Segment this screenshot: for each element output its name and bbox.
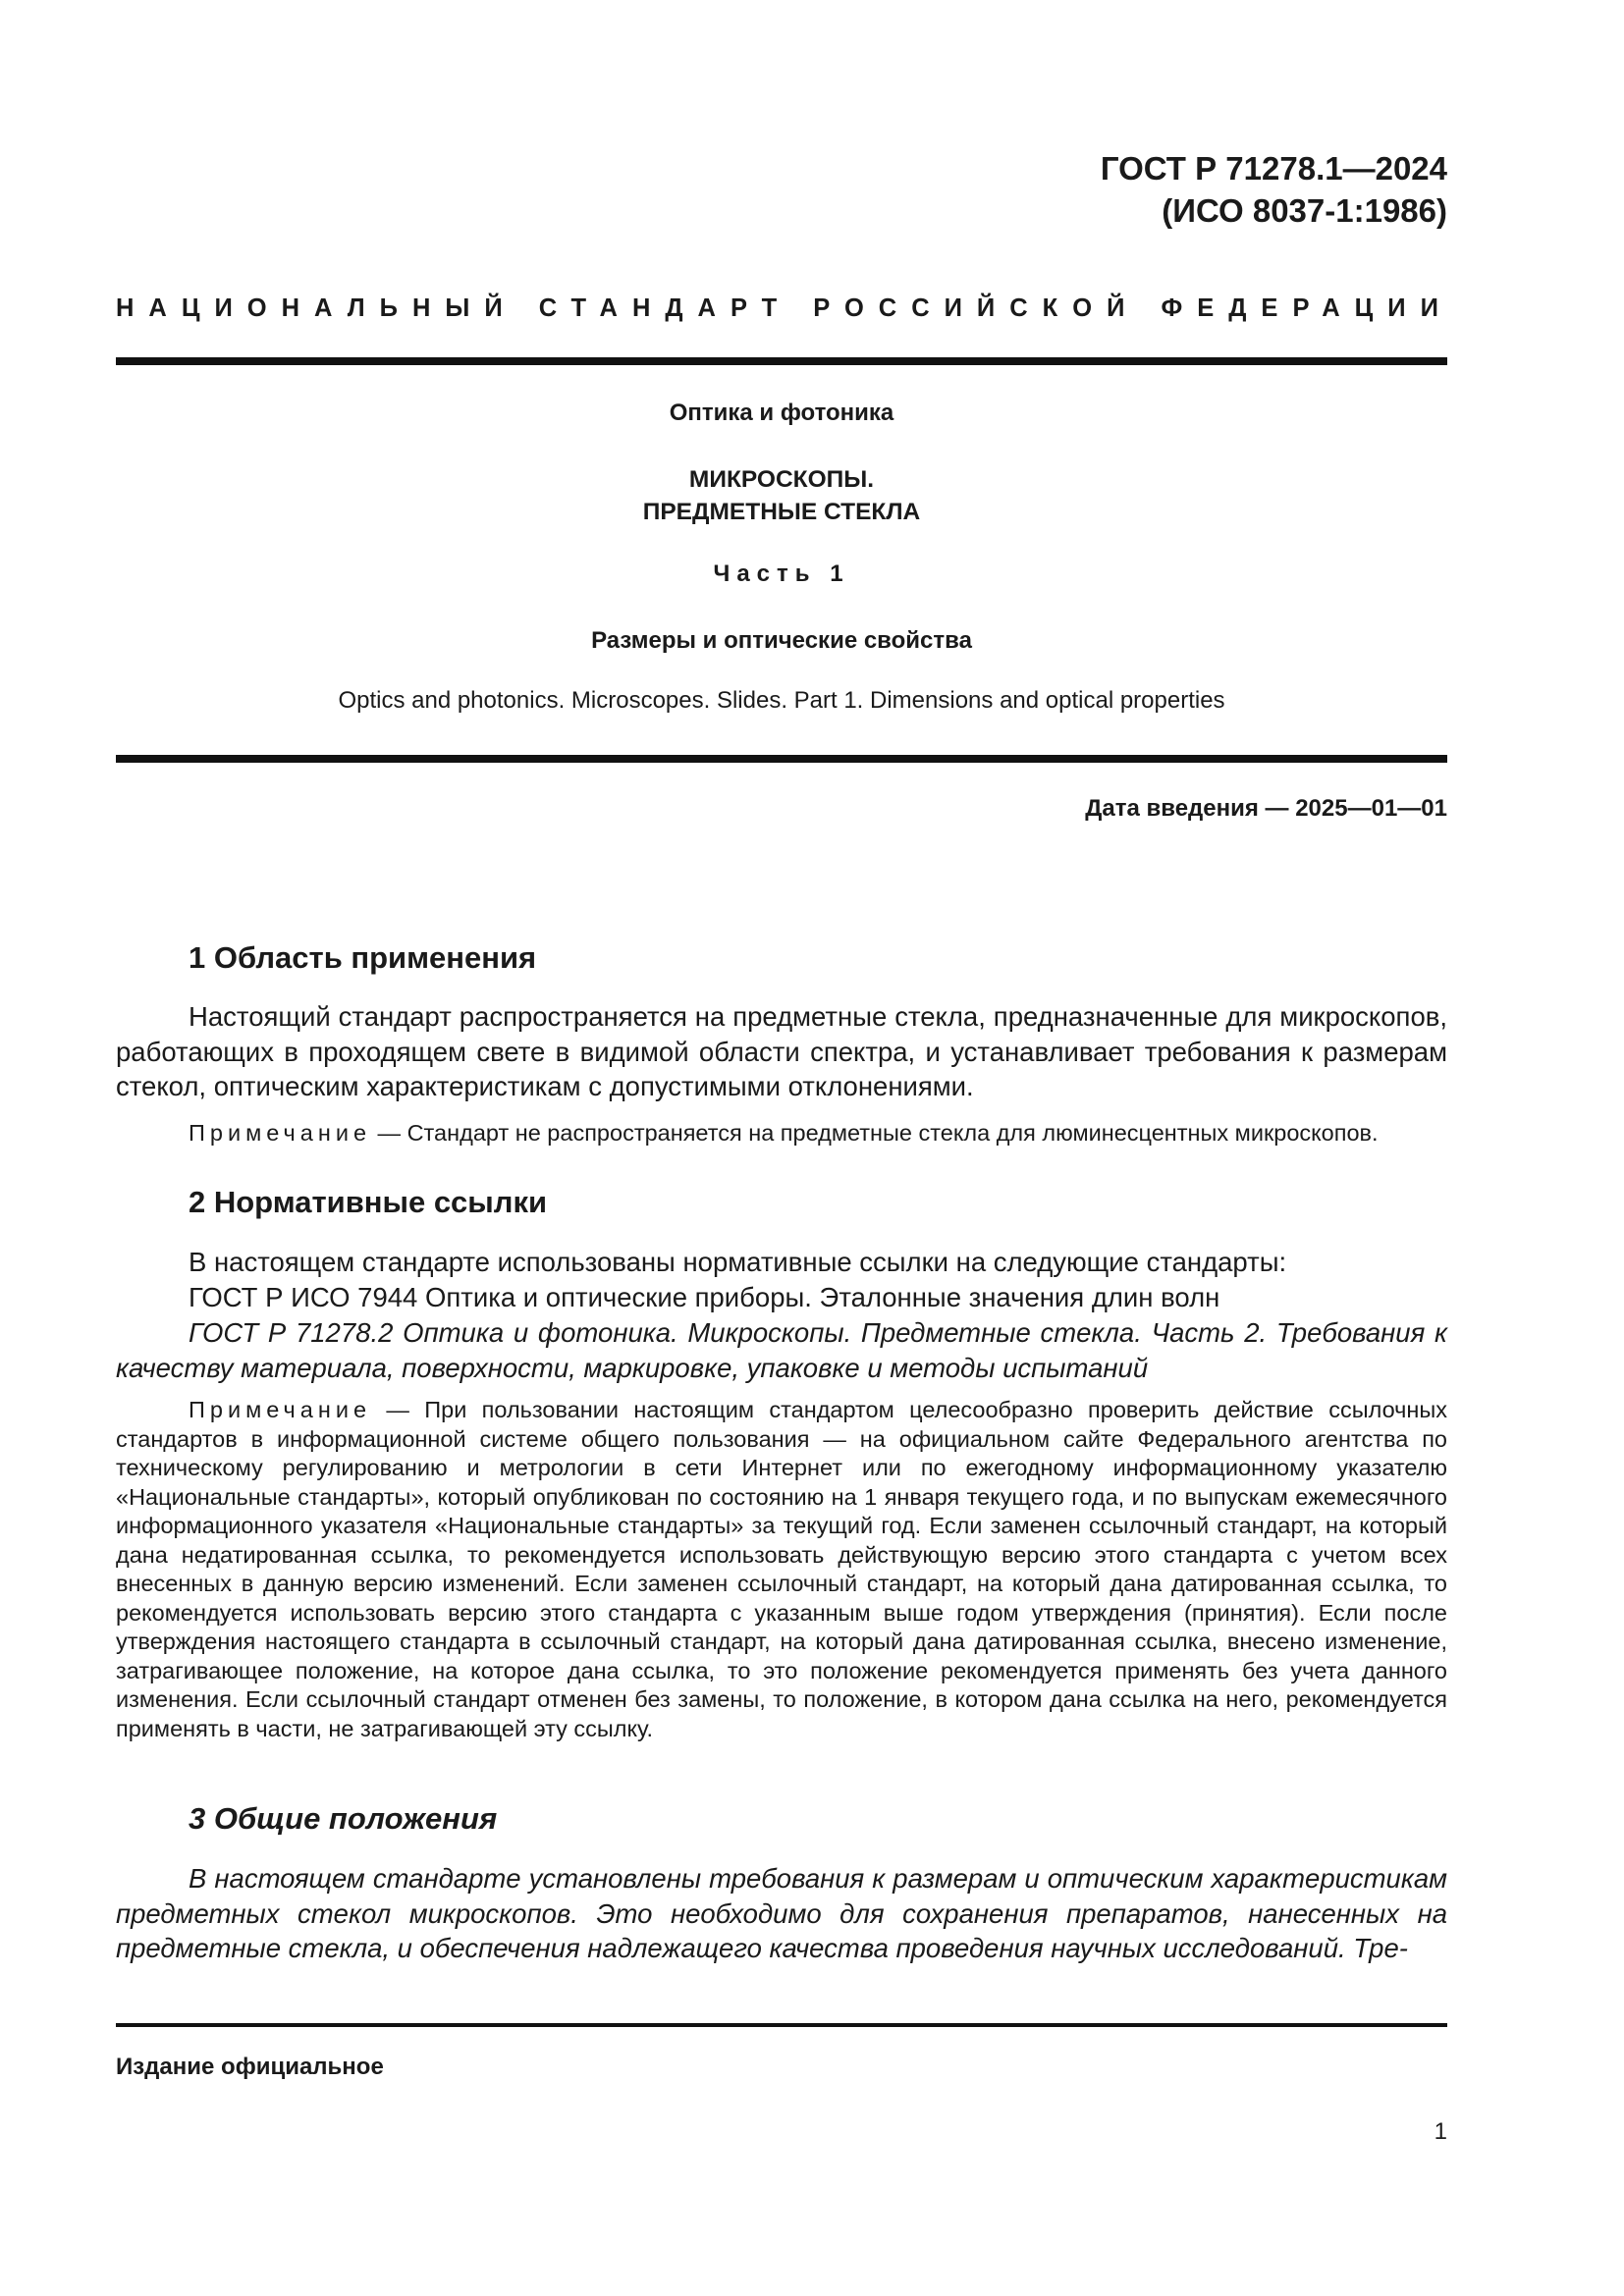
standard-field: Оптика и фотоника <box>669 400 894 426</box>
section-1-paragraph <box>116 999 1447 1104</box>
reference-2-text: ГОСТ Р 71278.2 Оптика и фотоника. Микроскопы. Предметные стекла. Часть 2. Требования к качеству материала, поверхности, маркировке, упаковке и методы испытаний <box>116 1317 1447 1383</box>
note-text: — Стандарт не распространяется на предметные стекла для люминесцентных микроскопов. <box>371 1120 1379 1146</box>
part-label: Часть 1 <box>713 561 850 587</box>
reference-2 <box>116 1315 1447 1385</box>
footer-rule <box>116 2023 1447 2027</box>
main-title-line1: МИКРОСКОПЫ. <box>688 466 875 493</box>
standard-main-title <box>116 463 1447 528</box>
section-3-heading: 3 Общие положения <box>189 1801 498 1836</box>
official-edition-label: Издание официальное <box>116 2054 384 2080</box>
section-2-intro: В настоящем стандарте использованы нормативные ссылки на следующие стандарты: <box>189 1247 1287 1277</box>
standard-subtitle: Размеры и оптические свойства <box>591 627 972 654</box>
section-3-text: В настоящем стандарте установлены требования к размерам и оптическим характеристикам предметных стекол микроскопов. Это необходимо для сохранения препаратов, нанесенных на предметные стекла, и обеспечения надлежащего качества проведения научных исследований. Тре- <box>116 1863 1447 1963</box>
section-1-note <box>116 1119 1447 1148</box>
note-text: — При пользовании настоящим стандартом целесообразно проверить действие ссылочных стандартов в информационной системе общего пользования — на официальном сайте Федерального агентства по техническому регулированию и метрологии в сети Интернет или по ежегодному информационному указателю «Национальные стандарты», который опубликован по состоянию на 1 января текущего года, и по выпускам ежемесячного информационного указателя «Национальные стандарты» за текущий год. Если заменен ссылочный стандарт, на который дана недатированная ссылка, то рекомендуется использовать действующую версию этого стандарта с учетом всех внесенных в данную версию изменений. Если заменен ссылочный стандарт, на который дана датированная ссылка, то рекомендуется использовать версию этого стандарта с указанным выше годом утверждения (принятия). Если после утверждения настоящего стандарта в ссылочный стандарт, на который дана датированная ссылка, внесено изменение, затрагивающее положение, на которое дана ссылка, то это положение рекомендуется применять без учета данного изменения. Если ссылочный стандарт отменен без замены, то положение, в котором дана ссылка на него, рекомендуется применять в части, не затрагивающей эту ссылку. <box>116 1397 1447 1741</box>
iso-number: (ИСО 8037-1:1986) <box>1162 192 1447 229</box>
title-rule <box>116 755 1447 763</box>
reference-1: ГОСТ Р ИСО 7944 Оптика и оптические приборы. Эталонные значения длин волн <box>189 1282 1220 1312</box>
section-1-heading: 1 Область применения <box>189 940 537 975</box>
section-2-heading: 2 Нормативные ссылки <box>189 1185 548 1219</box>
section-2-note <box>116 1396 1447 1743</box>
english-title: Optics and photonics. Microscopes. Slides. Part 1. Dimensions and optical properties <box>338 687 1225 714</box>
section-1-text: Настоящий стандарт распространяется на предметные стекла, предназначенные для микроскопов, работающих в проходящем свете в видимой области спектра, и устанавливает требования к размерам стекол, оптическим характеристикам с допустимыми отклонениями. <box>116 1001 1447 1101</box>
gost-designation <box>1101 147 1447 232</box>
national-standard-title: НАЦИОНАЛЬНЫЙ СТАНДАРТ РОССИЙСКОЙ ФЕДЕРАЦИИ <box>116 294 1453 322</box>
page-number: 1 <box>1434 2118 1447 2145</box>
section-3-paragraph <box>116 1861 1447 1966</box>
note-label: Примечание <box>189 1120 372 1146</box>
note-label: Примечание <box>189 1397 372 1422</box>
introduction-date: Дата введения — 2025—01—01 <box>1085 795 1447 822</box>
header-rule <box>116 357 1447 365</box>
gost-number: ГОСТ Р 71278.1—2024 <box>1100 150 1447 187</box>
main-title-line2: ПРЕДМЕТНЫЕ СТЕКЛА <box>642 499 921 525</box>
